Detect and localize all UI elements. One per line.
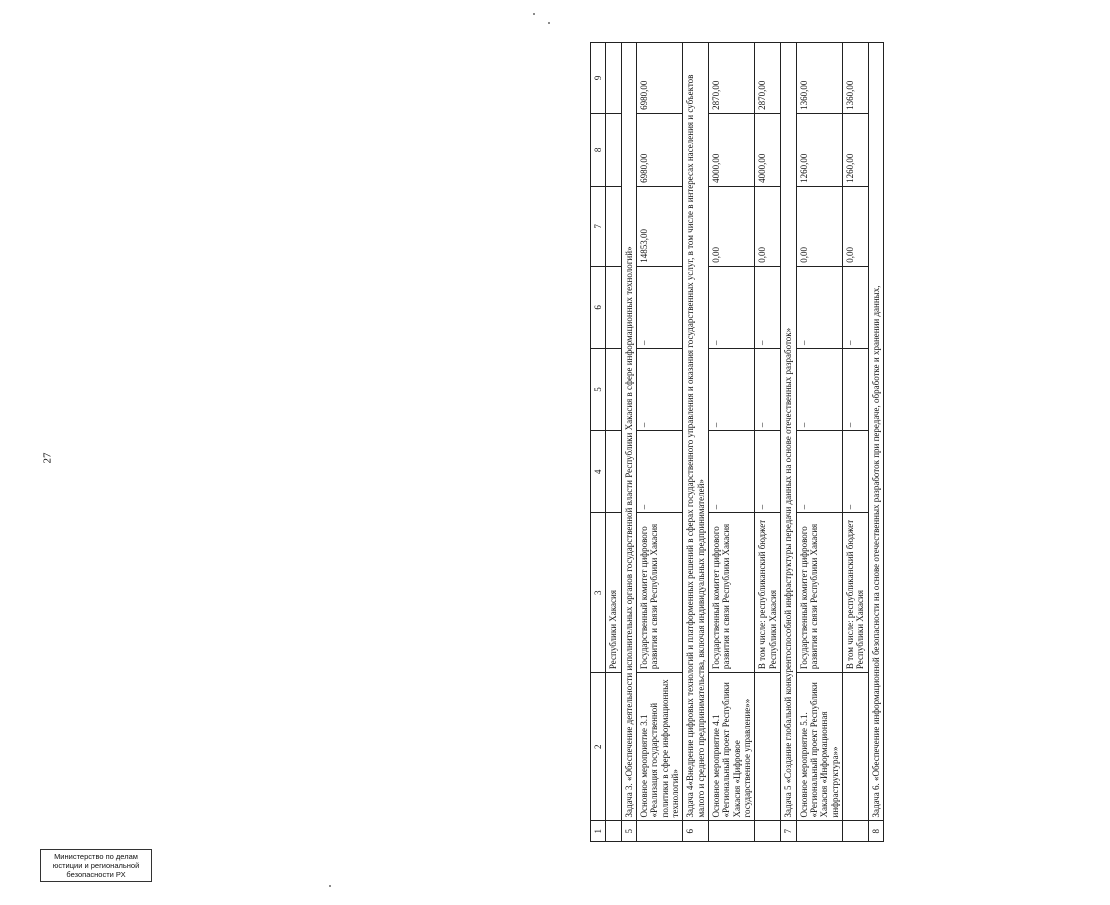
amount-cell: 1260,00	[842, 113, 868, 186]
amount-cell: 2870,00	[709, 43, 755, 114]
table-cell	[606, 348, 621, 430]
table-row	[796, 43, 842, 842]
amount-cell: 0,00	[842, 186, 868, 266]
amount-cell: 14853,00	[637, 186, 683, 266]
amount-cell: 6980,00	[637, 113, 683, 186]
table-cell	[606, 431, 621, 513]
activity-cell: Основное мероприятие 4.1 «Региональный проект Республики Хакасия «Цифровое государственное управление»»	[709, 673, 755, 821]
table-cell	[637, 821, 683, 842]
header-cell: 8	[591, 113, 606, 186]
table-cell: –	[637, 431, 683, 513]
table-cell	[796, 821, 842, 842]
header-cell: 6	[591, 266, 606, 348]
table-cell: –	[755, 266, 781, 348]
amount-cell: 1360,00	[796, 43, 842, 114]
amount-cell: 4000,00	[755, 113, 781, 186]
task-row	[621, 43, 636, 842]
amount-cell: 1260,00	[796, 113, 842, 186]
table-cell: –	[755, 348, 781, 430]
amount-cell: 2870,00	[755, 43, 781, 114]
activity-cell	[606, 673, 621, 821]
task-text: Задача 3. «Обеспечение деятельности исполнительных органов государственной власти Республики Хакасия в сфере информационных технологий»	[621, 43, 636, 821]
table-body	[591, 43, 884, 842]
stamp-line-1: Министерство по делам	[54, 852, 138, 861]
amount-cell	[606, 43, 621, 114]
table-cell: –	[796, 431, 842, 513]
header-cell: 5	[591, 348, 606, 430]
budget-table	[590, 42, 884, 842]
executor-cell: Республики Хакасия	[606, 513, 621, 673]
amount-cell: 0,00	[755, 186, 781, 266]
table-cell: –	[796, 266, 842, 348]
table-cell: –	[637, 266, 683, 348]
stamp-line-2: юстиции и региональной	[52, 861, 140, 870]
task-number: 5	[621, 821, 636, 842]
table-cell: –	[709, 431, 755, 513]
activity-cell	[755, 673, 781, 821]
activity-cell: Основное мероприятие 5.1. «Региональный проект Республики Хакасия «Информационная инфраструктура»»	[796, 673, 842, 821]
amount-cell	[606, 186, 621, 266]
table-cell: –	[709, 348, 755, 430]
table-cell: –	[637, 348, 683, 430]
activity-cell	[842, 673, 868, 821]
task-text: Задача 4«Внедрение цифровых технологий и платформенных решений в сферах государственного управления и оказания государственных услуг, в том числе в интересах населения и субъектов малого и среднего предпринимательства, включая индивидуальных предпринимателей»	[683, 43, 709, 821]
table-cell	[755, 821, 781, 842]
amount-cell: 1360,00	[842, 43, 868, 114]
task-text: Задача 5 «Создание глобальной конкурентоспособной инфраструктуры передачи данных на основе отечественных разработок»	[781, 43, 796, 821]
header-cell: 2	[591, 673, 606, 821]
stamp-line-3: безопасности РХ	[66, 870, 126, 879]
table-row	[755, 43, 781, 842]
header-cell: 1	[591, 821, 606, 842]
scan-speck	[533, 13, 535, 15]
table-cell: –	[842, 431, 868, 513]
task-number: 6	[683, 821, 709, 842]
activity-cell: Основное мероприятие 3.1 «Реализация государственной политики в сфере информационных технологий»	[637, 673, 683, 821]
table-cell	[842, 821, 868, 842]
registration-stamp	[40, 849, 152, 882]
table-cell: –	[842, 266, 868, 348]
executor-cell: Государственный комитет цифрового развития и связи Республики Хакасия	[637, 513, 683, 673]
amount-cell	[606, 113, 621, 186]
table-row	[606, 43, 621, 842]
header-cell: 3	[591, 513, 606, 673]
table-cell: –	[755, 431, 781, 513]
task-text: Задача 6. «Обеспечение информационной безопасности на основе отечественных разработок при передаче, обработке и хранении данных,	[868, 43, 883, 821]
amount-cell: 4000,00	[709, 113, 755, 186]
table-row	[842, 43, 868, 842]
header-row	[591, 43, 606, 842]
task-number: 7	[781, 821, 796, 842]
executor-cell: В том числе: республиканский бюджет Республики Хакасия	[755, 513, 781, 673]
table-cell	[606, 821, 621, 842]
scan-speck	[329, 885, 331, 887]
table-cell	[709, 821, 755, 842]
header-cell: 9	[591, 43, 606, 114]
table-cell: –	[842, 348, 868, 430]
amount-cell: 0,00	[709, 186, 755, 266]
executor-cell: Государственный комитет цифрового развития и связи Республики Хакасия	[709, 513, 755, 673]
executor-cell: В том числе: республиканский бюджет Республики Хакасия	[842, 513, 868, 673]
executor-cell: Государственный комитет цифрового развития и связи Республики Хакасия	[796, 513, 842, 673]
header-cell: 4	[591, 431, 606, 513]
amount-cell: 0,00	[796, 186, 842, 266]
table-row	[637, 43, 683, 842]
task-number: 8	[868, 821, 883, 842]
page-number: 27	[41, 452, 54, 464]
table-cell	[606, 266, 621, 348]
table-row	[709, 43, 755, 842]
task-row	[683, 43, 709, 842]
header-cell: 7	[591, 186, 606, 266]
table-cell: –	[796, 348, 842, 430]
table-cell: –	[709, 266, 755, 348]
rotated-table-wrapper	[590, 42, 1110, 842]
task-row	[781, 43, 796, 842]
task-row	[868, 43, 883, 842]
scan-speck	[548, 22, 550, 24]
amount-cell: 6980,00	[637, 43, 683, 114]
